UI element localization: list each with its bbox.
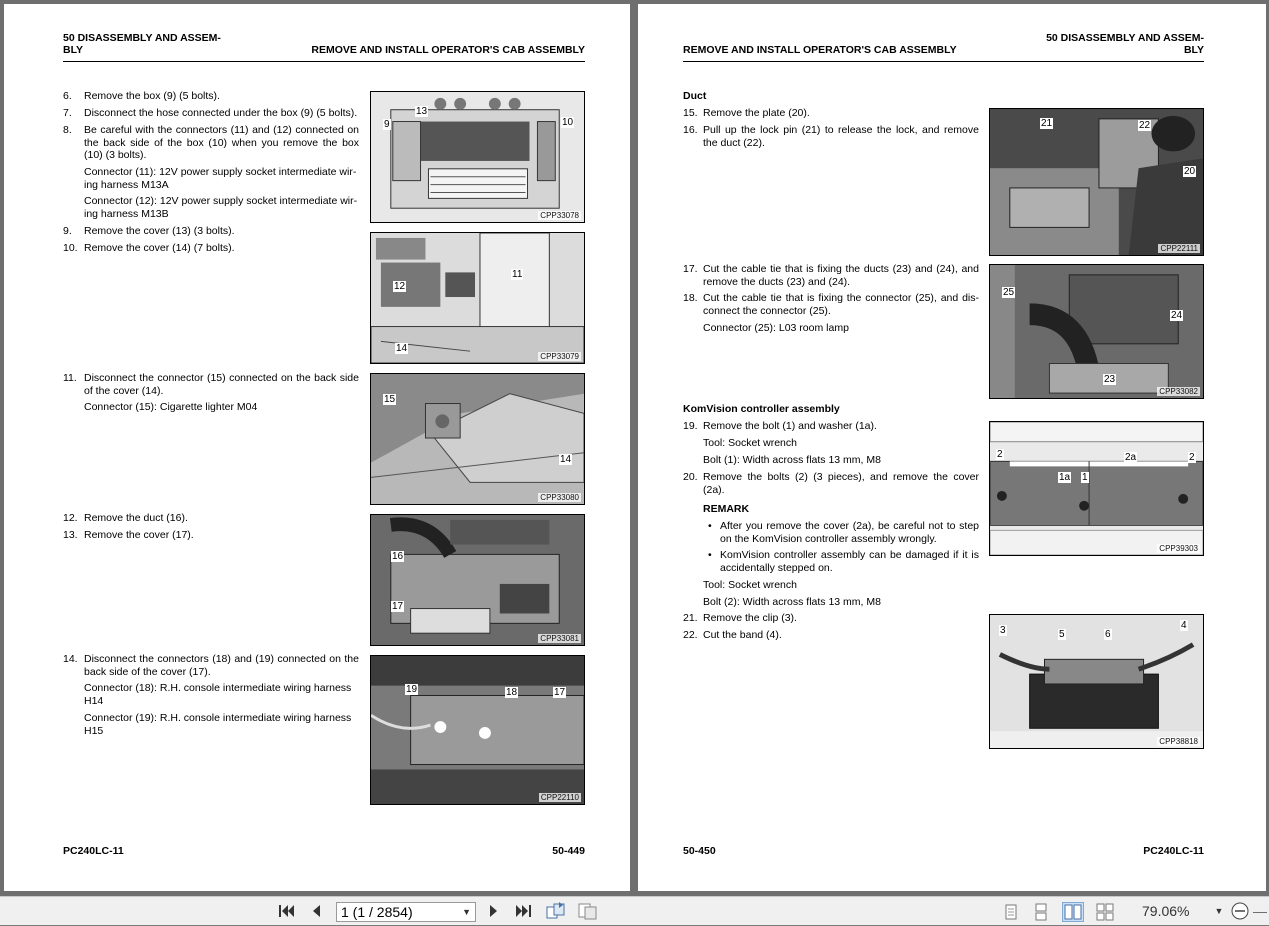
figure-code: CPP22110: [540, 793, 579, 802]
continuous-view-icon[interactable]: [1030, 902, 1052, 922]
page-title-header: REMOVE AND INSTALL OPERATOR'S CAB ASSEMBLY: [311, 44, 585, 56]
callout-23: 23: [1104, 374, 1116, 385]
callout-12: 12: [394, 281, 406, 292]
connector-18-note: Connector (18): R.H. console intermediate wiring harness H14: [84, 682, 352, 707]
connector-19-note: Connector (19): R.H. console intermediate wiring harness H15: [84, 712, 352, 737]
callout-14: 14: [396, 343, 408, 354]
callout-3: 3: [1000, 625, 1006, 636]
next-page-icon[interactable]: [484, 901, 504, 921]
footer-model: PC240LC-11: [63, 845, 124, 857]
zoom-dropdown-icon[interactable]: ▼: [1214, 906, 1224, 916]
callout-15: 15: [384, 394, 396, 405]
single-page-view-icon[interactable]: [1000, 902, 1022, 922]
connector-25-note: Connector (25): L03 room lamp: [703, 322, 849, 334]
callout-9: 9: [384, 119, 390, 130]
bolt-note-2: Bolt (2): Width across flats 13 mm, M8: [703, 596, 881, 608]
callout-2: 2: [997, 449, 1003, 460]
callout-6: 6: [1105, 629, 1111, 640]
rotate-icon[interactable]: [544, 901, 568, 921]
footer-page-number: 50-450: [683, 845, 716, 857]
callout-13: 13: [416, 106, 428, 117]
page-50-449: 50 DISASSEMBLY AND ASSEM- BLY REMOVE AND INSTALL OPERATOR'S CAB ASSEMBLY 6. Remove the box (9) (5 bolts). 7. Disconnect the hose connected under the box (9) (5 bolts). 8. Be careful with the connectors (11) and (12) connected on the back side of the box (10) when you remove the box (10) (3 bolts). Connector (11): 12V power supply socket intermediate wir- ing harness M13A Connector (12): 12V power supply socket intermediate wir- ing harness M13B 9. Remove the cover (13) (3 bolts). 10. Remove the cover (14) (7 bolts). 11. Disconnect the connector (15) connected on the back side of the cover (14). Connector (15): Cigarette lighter M04 12. Remove the duct (16). 13. Remove the cover (17). 14. Disconnect the connectors (18) and (19) connected on the back side of the cover (17). Connector (18): R.H. console intermediate wiring harness H14 Connector (19): R.H. console intermediate wiring harness H15 13 9 10 CPP33078 11 12 14 CPP33079 15 14 CPP33080 16 17 CPP33081 19 18 17 CPP22110 PC240LC-11 50-449: [4, 4, 630, 891]
figure-code: CPP33079: [540, 352, 579, 361]
page-number-field[interactable]: 1 (1 / 2854) ▼: [336, 902, 476, 922]
figure-cpp33079: [370, 232, 585, 364]
first-page-icon[interactable]: [276, 901, 298, 921]
callout-11: 11: [512, 269, 523, 280]
last-page-icon[interactable]: [512, 901, 534, 921]
section-heading-komvision: KomVision controller assembly: [683, 403, 840, 415]
callout-5: 5: [1059, 629, 1065, 640]
callout-1: 1: [1082, 472, 1088, 483]
figure-code: CPP33080: [540, 493, 579, 502]
section-header: 50 DISASSEMBLY AND ASSEM- BLY: [63, 32, 221, 56]
footer-model: PC240LC-11: [1143, 845, 1204, 857]
callout-21: 21: [1041, 118, 1053, 129]
bolt-note-1: Bolt (1): Width across flats 13 mm, M8: [703, 454, 881, 466]
section-heading-duct: Duct: [683, 90, 707, 102]
callout-16: 16: [392, 551, 404, 562]
figure-cpp22110: [370, 655, 585, 805]
tool-note-2: Tool: Socket wrench: [703, 579, 797, 591]
figure-code: CPP33081: [540, 634, 579, 643]
header-rule: [63, 61, 585, 62]
figure-cpp22111: [989, 108, 1204, 256]
tool-note-1: Tool: Socket wrench: [703, 437, 797, 449]
zoom-slider-handle[interactable]: —: [1253, 903, 1267, 919]
two-page-continuous-view-icon[interactable]: [1094, 902, 1116, 922]
figure-code: CPP33082: [1159, 387, 1198, 396]
figure-cpp39303: [989, 421, 1204, 556]
remark-title: REMARK: [703, 503, 750, 515]
callout-4: 4: [1181, 620, 1187, 631]
figure-code: CPP39303: [1159, 544, 1198, 553]
figure-cpp33082: [989, 264, 1204, 399]
footer-page-number: 50-449: [552, 845, 585, 857]
prev-page-icon[interactable]: [306, 901, 326, 921]
callout-19: 19: [406, 684, 418, 695]
header-rule: [683, 61, 1204, 62]
callout-10: 10: [562, 117, 574, 128]
page-dropdown-icon[interactable]: ▼: [462, 907, 471, 917]
figure-cpp33080: [370, 373, 585, 505]
connector-11-note: Connector (11): 12V power supply socket intermediate wir- ing harness M13A: [84, 166, 357, 191]
two-page-view-icon[interactable]: [1062, 902, 1084, 922]
callout-17: 17: [554, 687, 566, 698]
callout-20: 20: [1184, 166, 1196, 177]
figure-cpp33081: [370, 514, 585, 646]
callout-24: 24: [1171, 310, 1183, 321]
figure-code: CPP33078: [540, 211, 579, 220]
figure-code: CPP22111: [1160, 244, 1198, 253]
callout-1a: 1a: [1059, 472, 1071, 483]
thumbnail-icon[interactable]: [576, 901, 600, 921]
figure-cpp38818: [989, 614, 1204, 749]
connector-15-note: Connector (15): Cigarette lighter M04: [84, 401, 258, 413]
callout-2a: 2a: [1125, 452, 1137, 463]
page-50-450: REMOVE AND INSTALL OPERATOR'S CAB ASSEMBLY 50 DISASSEMBLY AND ASSEM- BLY Duct 15. Remove the plate (20). 16. Pull up the lock pin (21) to release the lock, and remove the duct (22). 17. Cut the cable tie that is fixing the ducts (23) and (24), and remove the ducts (23) and (24). 18. Cut the cable tie that is fixing the connector (25), and dis-connect the connector (25). Connector (25): L03 room lamp KomVision controller assembly 19. Remove the bolt (1) and washer (1a). Tool: Socket wrench Bolt (1): Width across flats 13 mm, M8 20. Remove the bolts (2) (3 pieces), and remove the cover (2a). REMARK • After you remove the cover (2a), be careful not to step on the KomVision controller assembly wrongly. • KomVision controller assembly can be damaged if it is accidentally stepped on. Tool: Socket wrench Bolt (2): Width across flats 13 mm, M8 21. Remove the clip (3). 22. Cut the band (4). 21 22 20 CPP22111 25 24 23 CPP33082 2 2a 2 1a 1 CPP39303 3 5 6 4 CPP38818 50-450 PC240LC-11: [638, 4, 1266, 891]
callout-17: 17: [392, 601, 404, 612]
callout-25: 25: [1003, 287, 1015, 298]
viewer-toolbar: [0, 896, 1269, 925]
connector-12-note: Connector (12): 12V power supply socket intermediate wir- ing harness M13B: [84, 195, 358, 220]
page-title-header: REMOVE AND INSTALL OPERATOR'S CAB ASSEMBLY: [683, 44, 957, 56]
figure-code: CPP38818: [1159, 737, 1198, 746]
callout-18: 18: [506, 687, 518, 698]
callout-2: 2: [1189, 452, 1195, 463]
callout-14: 14: [560, 454, 572, 465]
section-header: 50 DISASSEMBLY AND ASSEM- BLY: [1046, 32, 1204, 56]
zoom-out-icon[interactable]: [1229, 901, 1251, 921]
zoom-level[interactable]: 79.06%: [1142, 903, 1190, 919]
callout-22: 22: [1139, 120, 1151, 131]
figure-cpp33078: [370, 91, 585, 223]
